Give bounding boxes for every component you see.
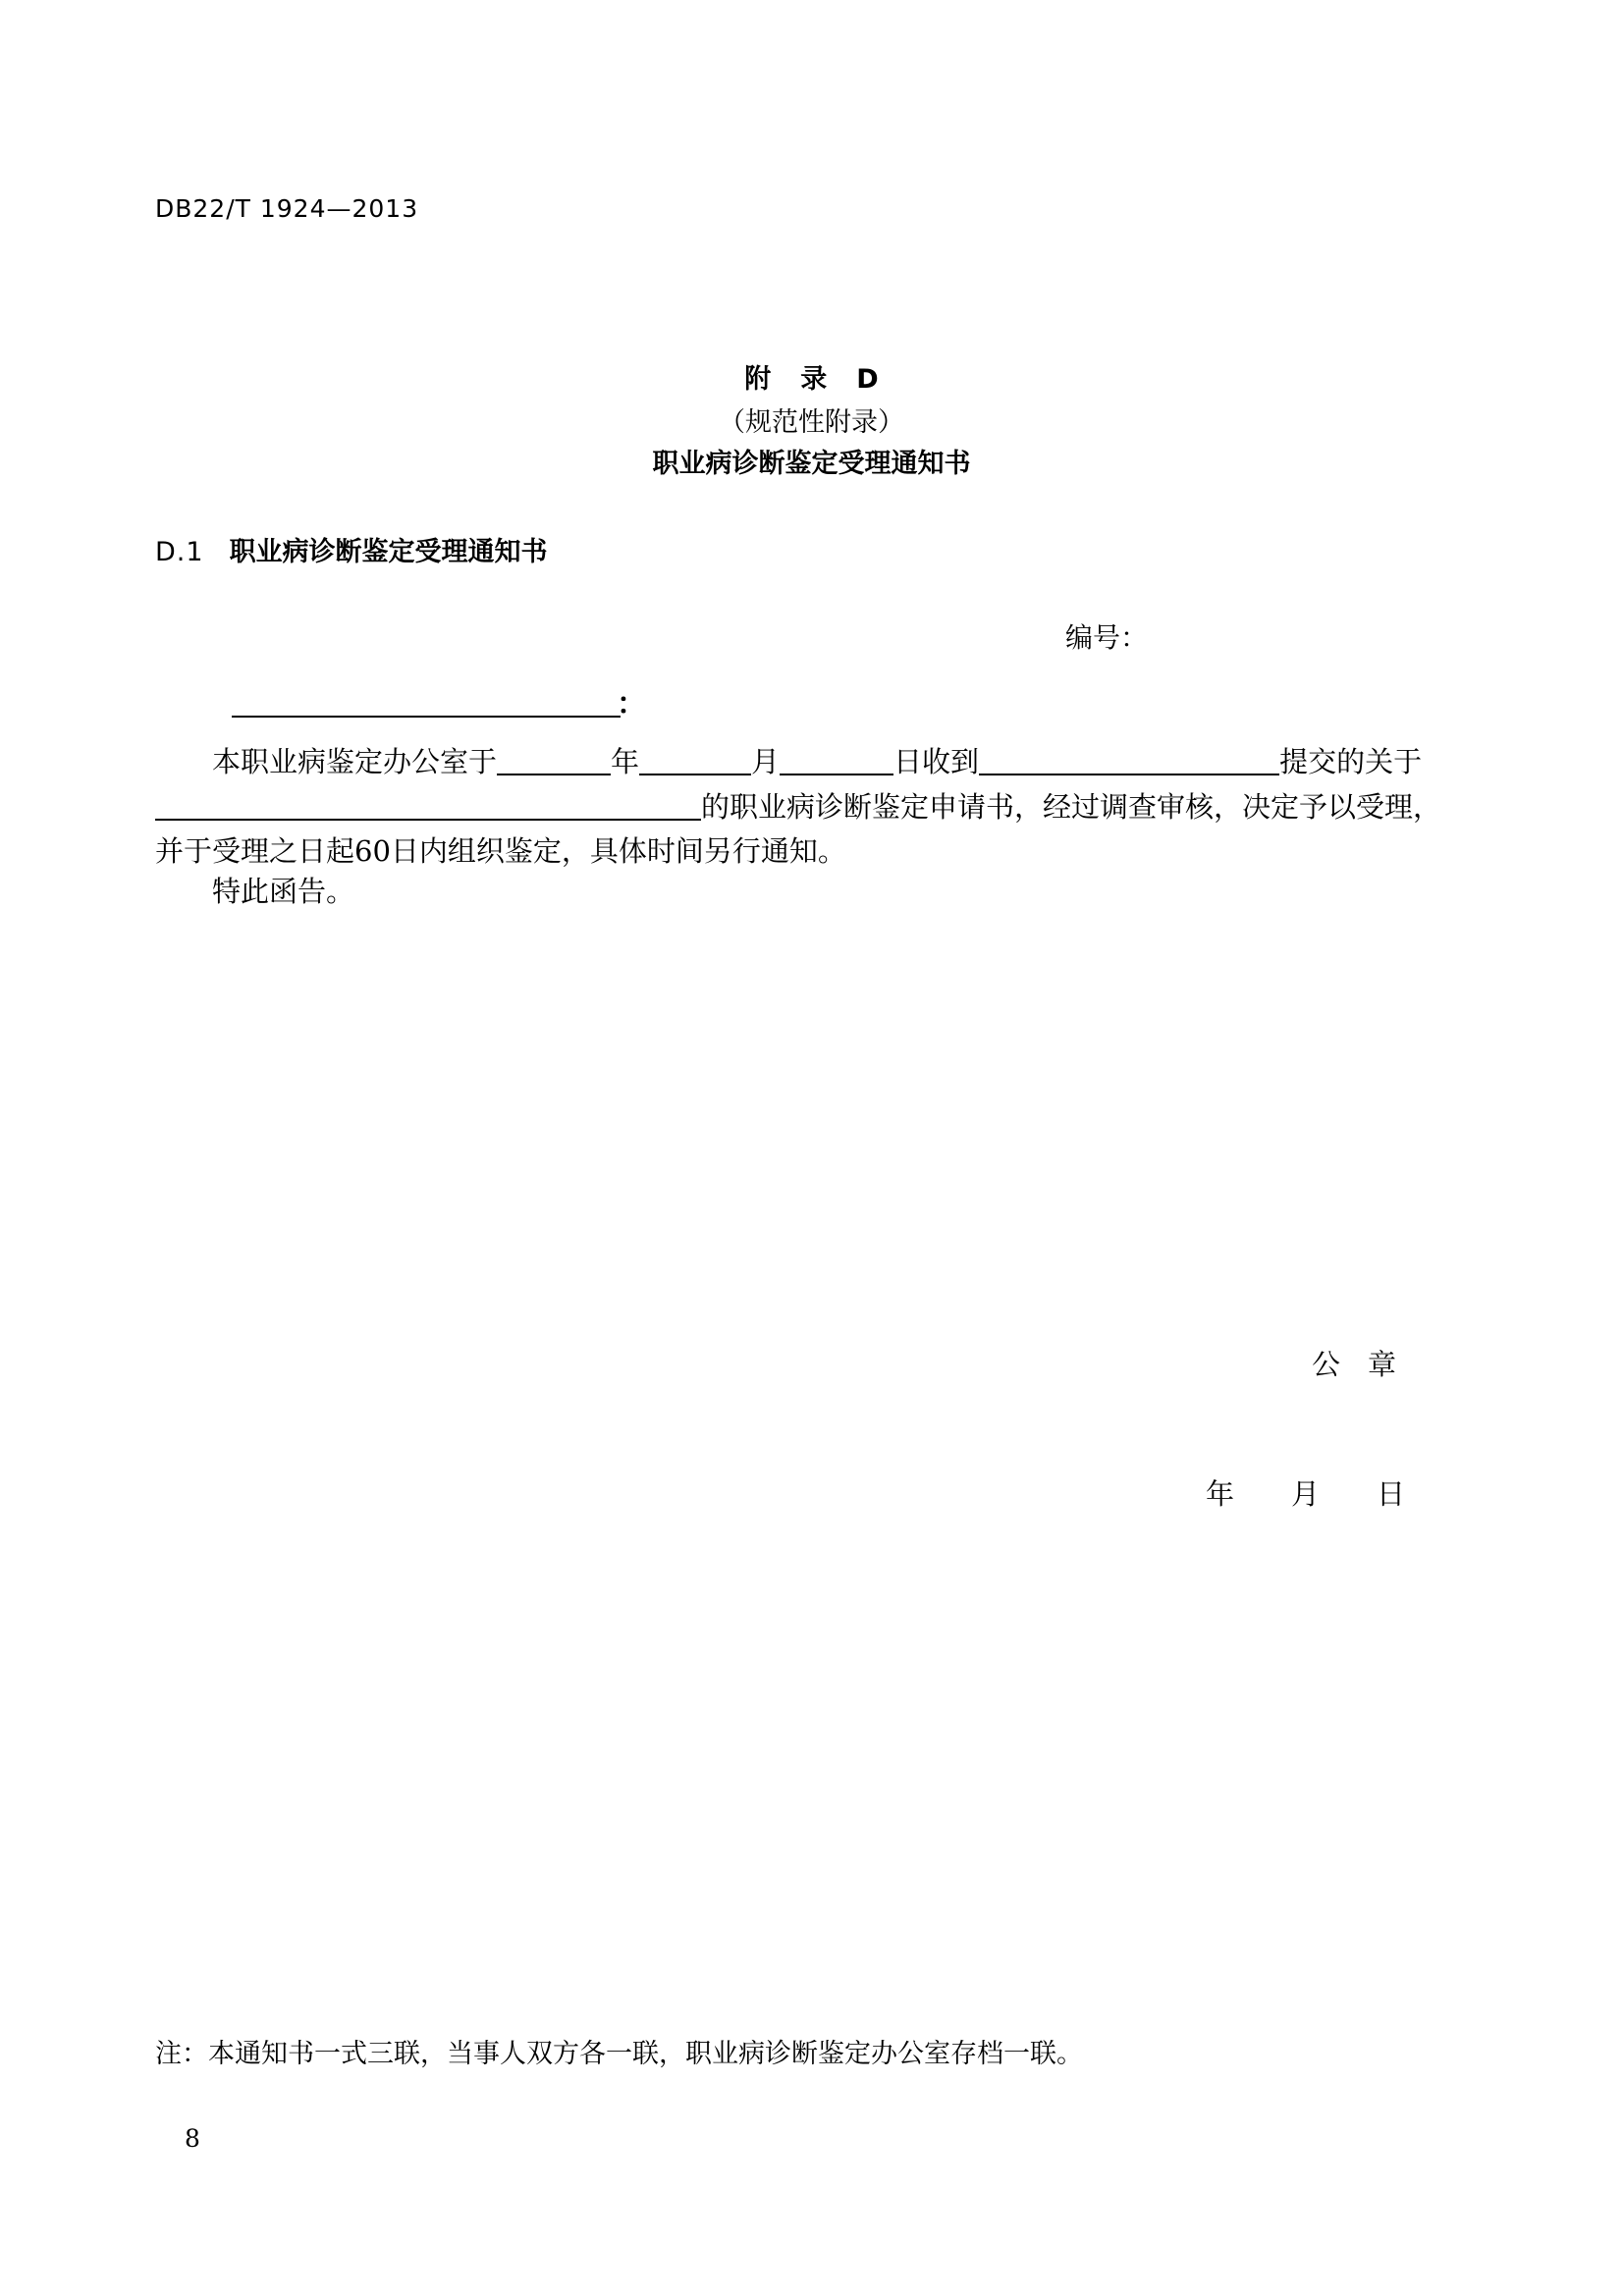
date-month: 月 xyxy=(1291,1477,1321,1511)
section-number: D.1 xyxy=(155,537,204,567)
body-line-1 xyxy=(212,740,1422,783)
appendix-label xyxy=(0,357,1623,396)
section-title: 职业病诊断鉴定受理通知书 xyxy=(229,537,548,567)
appendix-label-letter: D xyxy=(856,364,879,395)
line1-suffix: 提交的关于 xyxy=(1279,745,1423,778)
page-number: 8 xyxy=(185,2124,200,2153)
received-day-blank xyxy=(780,744,893,775)
body-line-2 xyxy=(155,785,1441,828)
line1-month: 月 xyxy=(751,745,781,778)
line2-suffix: 的职业病诊断鉴定申请书，经过调查审核，决定予以受理， xyxy=(701,790,1442,824)
appendix-title: 职业病诊断鉴定受理通知书 xyxy=(652,449,971,479)
serial-number-label: 编号： xyxy=(1065,621,1149,654)
addressee-blank xyxy=(232,715,621,718)
body-line-4: 特此函告。 xyxy=(212,875,355,908)
line1-prefix: 本职业病鉴定办公室于 xyxy=(212,745,498,778)
date-day: 日 xyxy=(1377,1477,1406,1511)
received-month-blank xyxy=(639,744,751,775)
appendix-label-part2: 录 xyxy=(800,364,828,395)
received-year-blank xyxy=(497,744,611,775)
addressee-colon: ： xyxy=(617,687,646,721)
line1-year: 年 xyxy=(611,745,640,778)
document-code: DB22/T 1924—2013 xyxy=(155,194,419,223)
appendix-label-part1: 附 xyxy=(744,364,772,395)
section-heading xyxy=(155,530,548,568)
applicant-blank xyxy=(979,744,1279,775)
footnote: 注：本通知书一式三联，当事人双方各一联，职业病诊断鉴定办公室存档一联。 xyxy=(155,2039,1083,2069)
signature-date xyxy=(1206,1472,1405,1513)
date-year: 年 xyxy=(1206,1477,1235,1511)
official-seal-label xyxy=(1312,1343,1396,1383)
appendix-type: （规范性附录） xyxy=(719,407,904,438)
seal-part2: 章 xyxy=(1368,1348,1397,1381)
matter-blank xyxy=(155,789,701,821)
line1-day-received: 日收到 xyxy=(893,745,980,778)
seal-part1: 公 xyxy=(1312,1348,1341,1381)
body-line-3: 并于受理之日起60日内组织鉴定，具体时间另行通知。 xyxy=(155,834,846,868)
